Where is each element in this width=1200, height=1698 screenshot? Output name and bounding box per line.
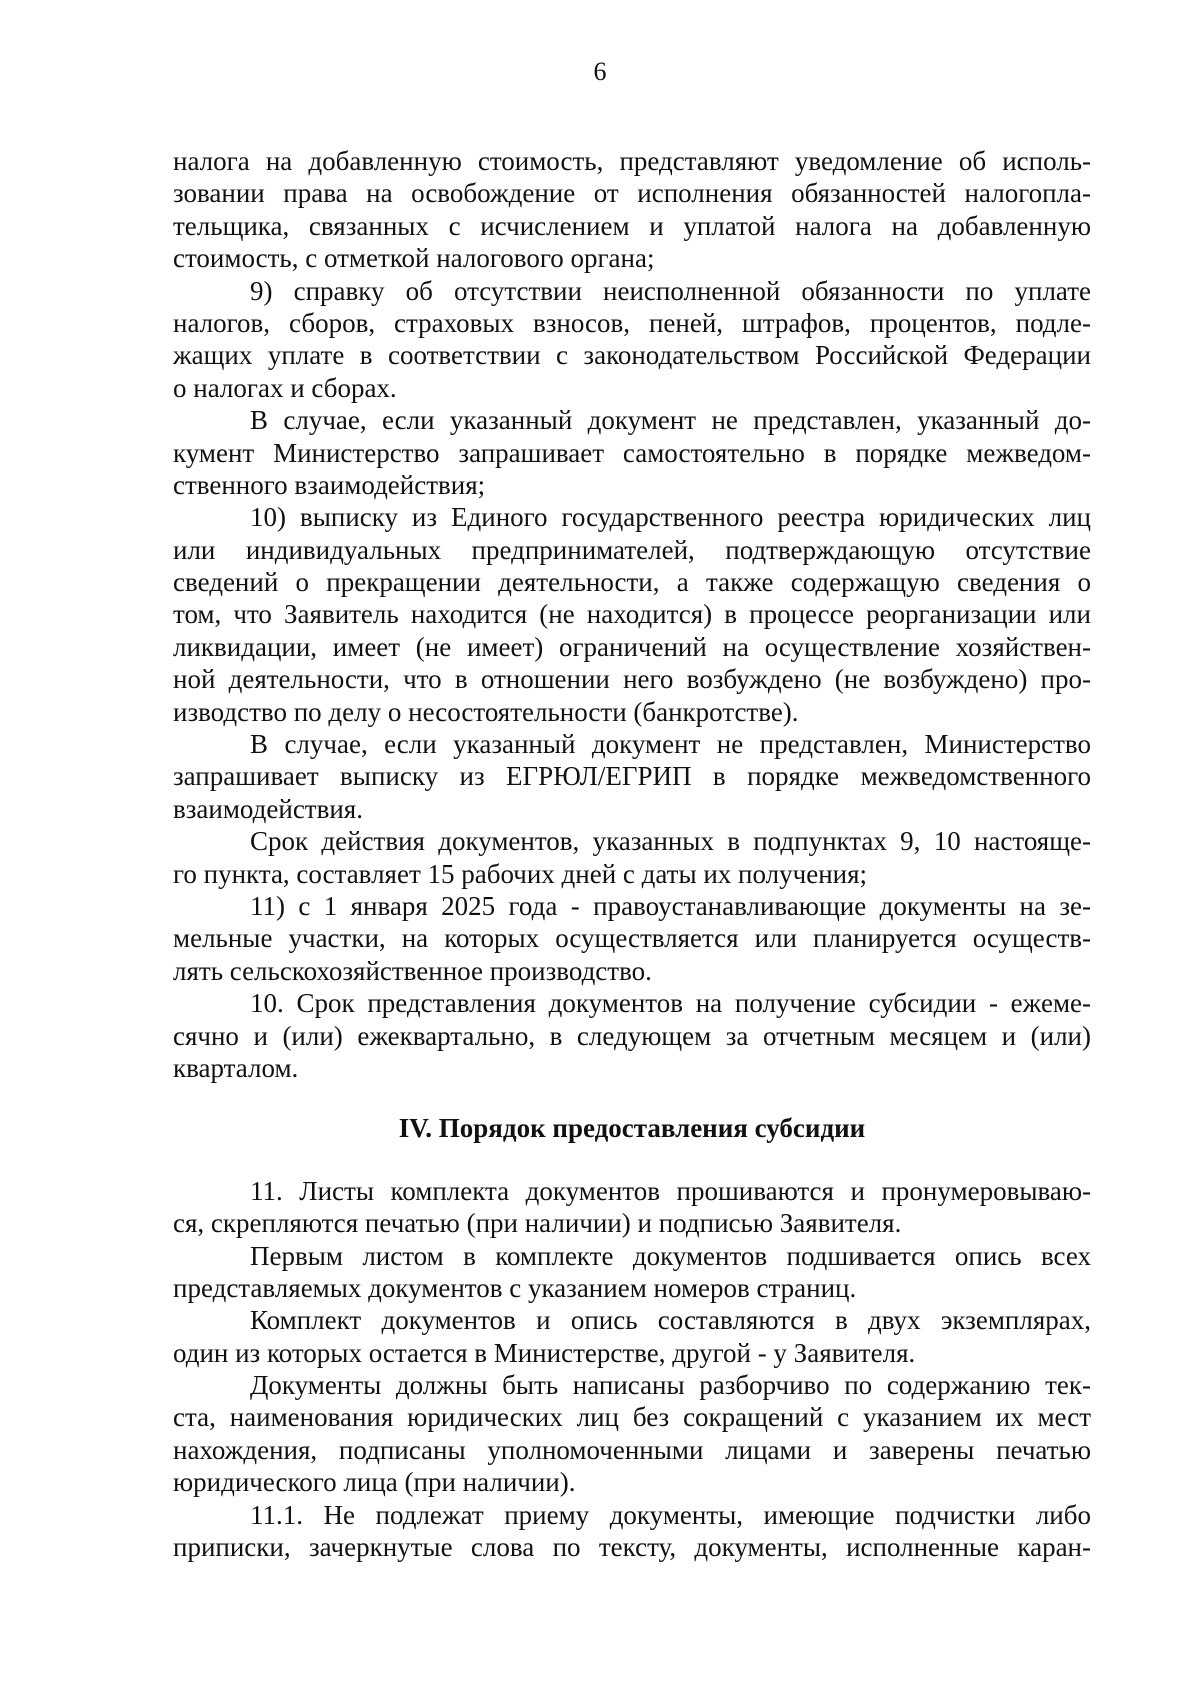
text-line: 11) с 1 января 2025 года - правоустанавливающие документы на зе- xyxy=(250,890,1091,921)
text-line: изводство по делу о несостоятельности (банкротстве). xyxy=(173,696,799,727)
text-line: представляемых документов с указанием номеров страниц. xyxy=(173,1272,857,1303)
section-heading: IV. Порядок предоставления субсидии xyxy=(398,1113,866,1144)
text-line: сячно и (или) ежеквартально, в следующем за отчетным месяцем и (или) xyxy=(173,1020,1091,1051)
text-line: ста, наименования юридических лиц без сокращений с указанием их мест xyxy=(173,1402,1091,1433)
text-line: 11. Листы комплекта документов прошиваются и пронумеровываю- xyxy=(250,1175,1091,1206)
text-line: ной деятельности, что в отношении него возбуждено (не возбуждено) про- xyxy=(173,664,1091,695)
text-line: ся, скрепляются печатью (при наличии) и подписью Заявителя. xyxy=(173,1208,902,1239)
text-line: В случае, если указанный документ не представлен, Министерство xyxy=(250,729,1091,760)
text-line: стоимость, с отметкой налогового органа; xyxy=(173,243,655,274)
text-line: юридического лица (при наличии). xyxy=(173,1467,576,1498)
document-body xyxy=(173,145,1091,1563)
text-line: о налогах и сборах. xyxy=(173,372,397,403)
text-line: сведений о прекращении деятельности, а также содержащую сведения о xyxy=(173,567,1091,598)
text-line: Комплект документов и опись составляются в двух экземплярах, xyxy=(250,1305,1091,1336)
text-line: ственного взаимодействия; xyxy=(173,469,486,500)
text-block-after-heading xyxy=(173,1175,1091,1564)
text-line: том, что Заявитель находится (не находится) в процессе реорганизации или xyxy=(173,599,1091,630)
text-line: Срок действия документов, указанных в подпунктах 9, 10 настояще- xyxy=(250,826,1091,857)
text-line: налогов, сборов, страховых взносов, пеней, штрафов, процентов, подле- xyxy=(173,307,1091,338)
text-line: взаимодействия. xyxy=(173,793,363,824)
spacer xyxy=(173,1145,1091,1175)
spacer xyxy=(173,1084,1091,1112)
text-block-before-heading xyxy=(173,145,1091,1084)
text-line: ликвидации, имеет (не имеет) ограничений на осуществление хозяйствен- xyxy=(173,631,1091,662)
text-line: налога на добавленную стоимость, представляют уведомление об исполь- xyxy=(173,146,1091,176)
text-line: В случае, если указанный документ не представлен, указанный до- xyxy=(250,405,1091,436)
text-line: 9) справку об отсутствии неисполненной обязанности по уплате xyxy=(250,275,1091,306)
text-line: лять сельскохозяйственное производство. xyxy=(173,955,652,986)
text-line: жащих уплате в соответствии с законодательством Российской Федерации xyxy=(173,340,1091,371)
text-line: или индивидуальных предпринимателей, подтверждающую отсутствие xyxy=(173,534,1091,565)
text-line: мельные участки, на которых осуществляется или планируется осуществ- xyxy=(173,923,1091,954)
text-line: тельщика, связанных с исчислением и уплатой налога на добавленную xyxy=(173,210,1091,241)
text-line: зовании права на освобождение от исполнения обязанностей налогопла- xyxy=(173,178,1091,209)
text-line: 11.1. Не подлежат приему документы, имеющие подчистки либо xyxy=(250,1499,1091,1530)
text-line: Документы должны быть написаны разборчиво по содержанию тек- xyxy=(250,1370,1091,1401)
text-line: 10) выписку из Единого государственного реестра юридических лиц xyxy=(250,502,1091,533)
text-line: го пункта, составляет 15 рабочих дней с даты их получения; xyxy=(173,858,868,889)
text-line: кварталом. xyxy=(173,1052,299,1083)
text-line: приписки, зачеркнутые слова по тексту, документы, исполненные каран- xyxy=(173,1532,1091,1563)
page-number: 6 xyxy=(593,57,607,86)
text-line: запрашивает выписку из ЕГРЮЛ/ЕГРИП в порядке межведомственного xyxy=(173,761,1091,792)
text-line: один из которых остается в Министерстве, другой - у Заявителя. xyxy=(173,1337,916,1368)
text-line: кумент Министерство запрашивает самостоятельно в порядке межведом- xyxy=(173,437,1091,468)
text-line: 10. Срок представления документов на получение субсидии - ежеме- xyxy=(250,988,1091,1019)
text-line: Первым листом в комплекте документов подшивается опись всех xyxy=(250,1240,1091,1271)
text-line: нахождения, подписаны уполномоченными лицами и заверены печатью xyxy=(173,1434,1091,1465)
